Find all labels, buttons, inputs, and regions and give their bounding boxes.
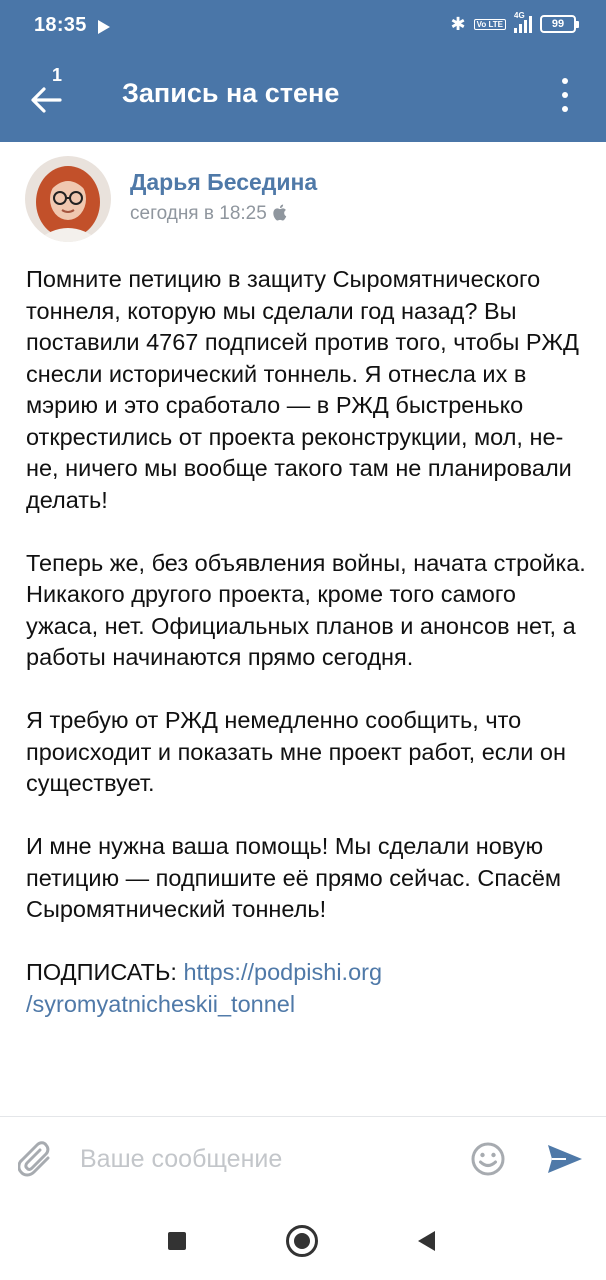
post-time-text: сегодня в 18:25 (130, 203, 267, 224)
battery-icon (540, 15, 576, 33)
post-paragraph-3: Я требую от РЖД немедленно сообщить, что происходит и показать мне проект работ, если он существует. (26, 707, 566, 796)
signal-icon (514, 11, 532, 33)
system-nav-bar (0, 1202, 606, 1280)
attach-button[interactable] (18, 1141, 54, 1184)
volte-icon: Vo LTE (474, 19, 506, 30)
send-icon (546, 1143, 584, 1175)
bluetooth-icon: ✱ (450, 14, 466, 34)
emoji-icon (470, 1141, 506, 1177)
post-header (0, 142, 606, 252)
media-playing-icon (98, 20, 110, 34)
emoji-button[interactable] (470, 1141, 506, 1182)
paperclip-icon (18, 1141, 54, 1179)
status-time: 18:35 (34, 14, 87, 36)
home-button[interactable] (286, 1225, 318, 1257)
post-paragraph-4: И мне нужна ваша помощь! Мы сделали новую петицию — подпишите её прямо сейчас. Спасём Сыромятнический тоннель! (26, 833, 562, 922)
post-text (26, 264, 591, 1020)
post-paragraph-2: Теперь же, без объявления войны, начата стройка. Никакого другого проекта, кроме того самого ужаса, нет. Официальных планов и анонсов нет, а работы начинаются прямо сегодня. (26, 549, 586, 670)
status-indicators (451, 13, 576, 35)
post-paragraph-1: Помните петицию в защиту Сыромятнического тоннеля, которую мы сделали год назад? Вы поставили 4767 подписей против того, чтобы РЖД снесли исторический тоннель. Я отнесла их в мэрию и это сработало — в РЖД быстренько открестились от проекта реконструкции, мол, не-не, ничего мы вообще такого там не планировали делать! (26, 266, 579, 513)
send-button[interactable] (546, 1143, 584, 1180)
more-button[interactable] (558, 78, 572, 112)
post-sign-paragraph (26, 957, 591, 1020)
petition-link-part-2: /syromyatnicheskii_tonnel (26, 990, 296, 1017)
author-name[interactable]: Дарья Беседина (130, 169, 318, 195)
apple-icon (272, 204, 287, 221)
more-vertical-icon (562, 78, 568, 84)
sign-label: ПОДПИСАТЬ: (26, 959, 177, 985)
system-back-button[interactable] (418, 1231, 435, 1251)
notification-badge: 1 (46, 64, 68, 86)
network-type: 4G (514, 11, 525, 20)
message-composer (0, 1116, 606, 1202)
avatar[interactable] (25, 156, 111, 242)
avatar-image (25, 156, 111, 242)
message-input[interactable]: Ваше сообщение (80, 1145, 283, 1173)
petition-link-part-1: https://podpishi.org (183, 959, 383, 985)
back-arrow-icon (30, 86, 62, 114)
back-button[interactable] (26, 64, 74, 126)
recent-apps-button[interactable] (168, 1232, 186, 1250)
page-title: Запись на стене (122, 78, 340, 108)
post-time (130, 203, 287, 225)
status-bar (0, 0, 606, 48)
app-bar (0, 48, 606, 142)
battery-level: 99 (551, 18, 565, 30)
